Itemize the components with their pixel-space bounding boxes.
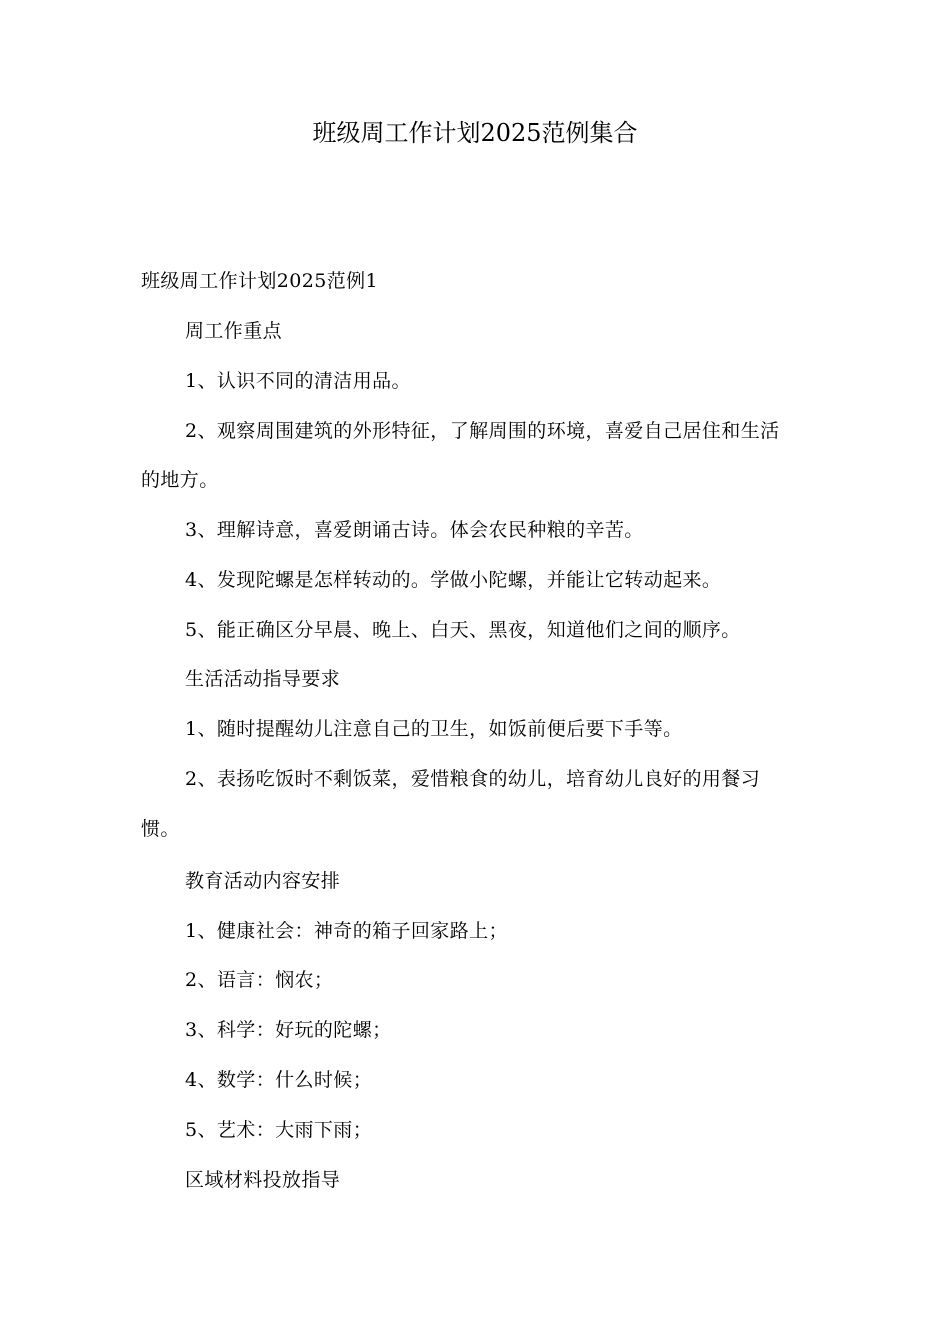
paragraph-line: 2、观察周围建筑的外形特征，了解周围的环境，喜爱自己居住和生活 [185,420,780,442]
paragraph-line: 3、理解诗意，喜爱朗诵古诗。体会农民种粮的辛苦。 [185,519,644,541]
paragraph-line: 惯。 [141,818,180,840]
paragraph-line: 4、数学：什么时候； [185,1069,373,1091]
subheading-education: 教育活动内容安排 [185,870,341,892]
paragraph-line: 2、表扬吃饭时不剩饭菜，爱惜粮食的幼儿，培育幼儿良好的用餐习 [185,768,761,790]
paragraph-line: 3、科学：好玩的陀螺； [185,1019,392,1041]
paragraph-line: 5、能正确区分早晨、晚上、白天、黑夜，知道他们之间的顺序。 [185,619,741,641]
paragraph-line: 5、艺术：大雨下雨； [185,1119,373,1141]
paragraph-line: 1、随时提醒幼儿注意自己的卫生，如饭前便后要下手等。 [185,718,683,740]
subheading-weekly-focus: 周工作重点 [185,320,283,342]
paragraph-line: 2、语言：悯农； [185,969,334,991]
paragraph-line: 1、认识不同的清洁用品。 [185,370,411,392]
paragraph-line: 1、健康社会：神奇的箱子回家路上； [185,920,508,942]
paragraph-line: 4、发现陀螺是怎样转动的。学做小陀螺，并能让它转动起来。 [185,569,722,591]
subheading-daily-life: 生活活动指导要求 [185,668,341,690]
document-title: 班级周工作计划2025范例集合 [312,119,638,147]
section-heading-example-1: 班级周工作计划2025范例1 [141,270,379,292]
paragraph-line: 的地方。 [141,469,219,491]
subheading-area-materials: 区域材料投放指导 [185,1169,341,1191]
